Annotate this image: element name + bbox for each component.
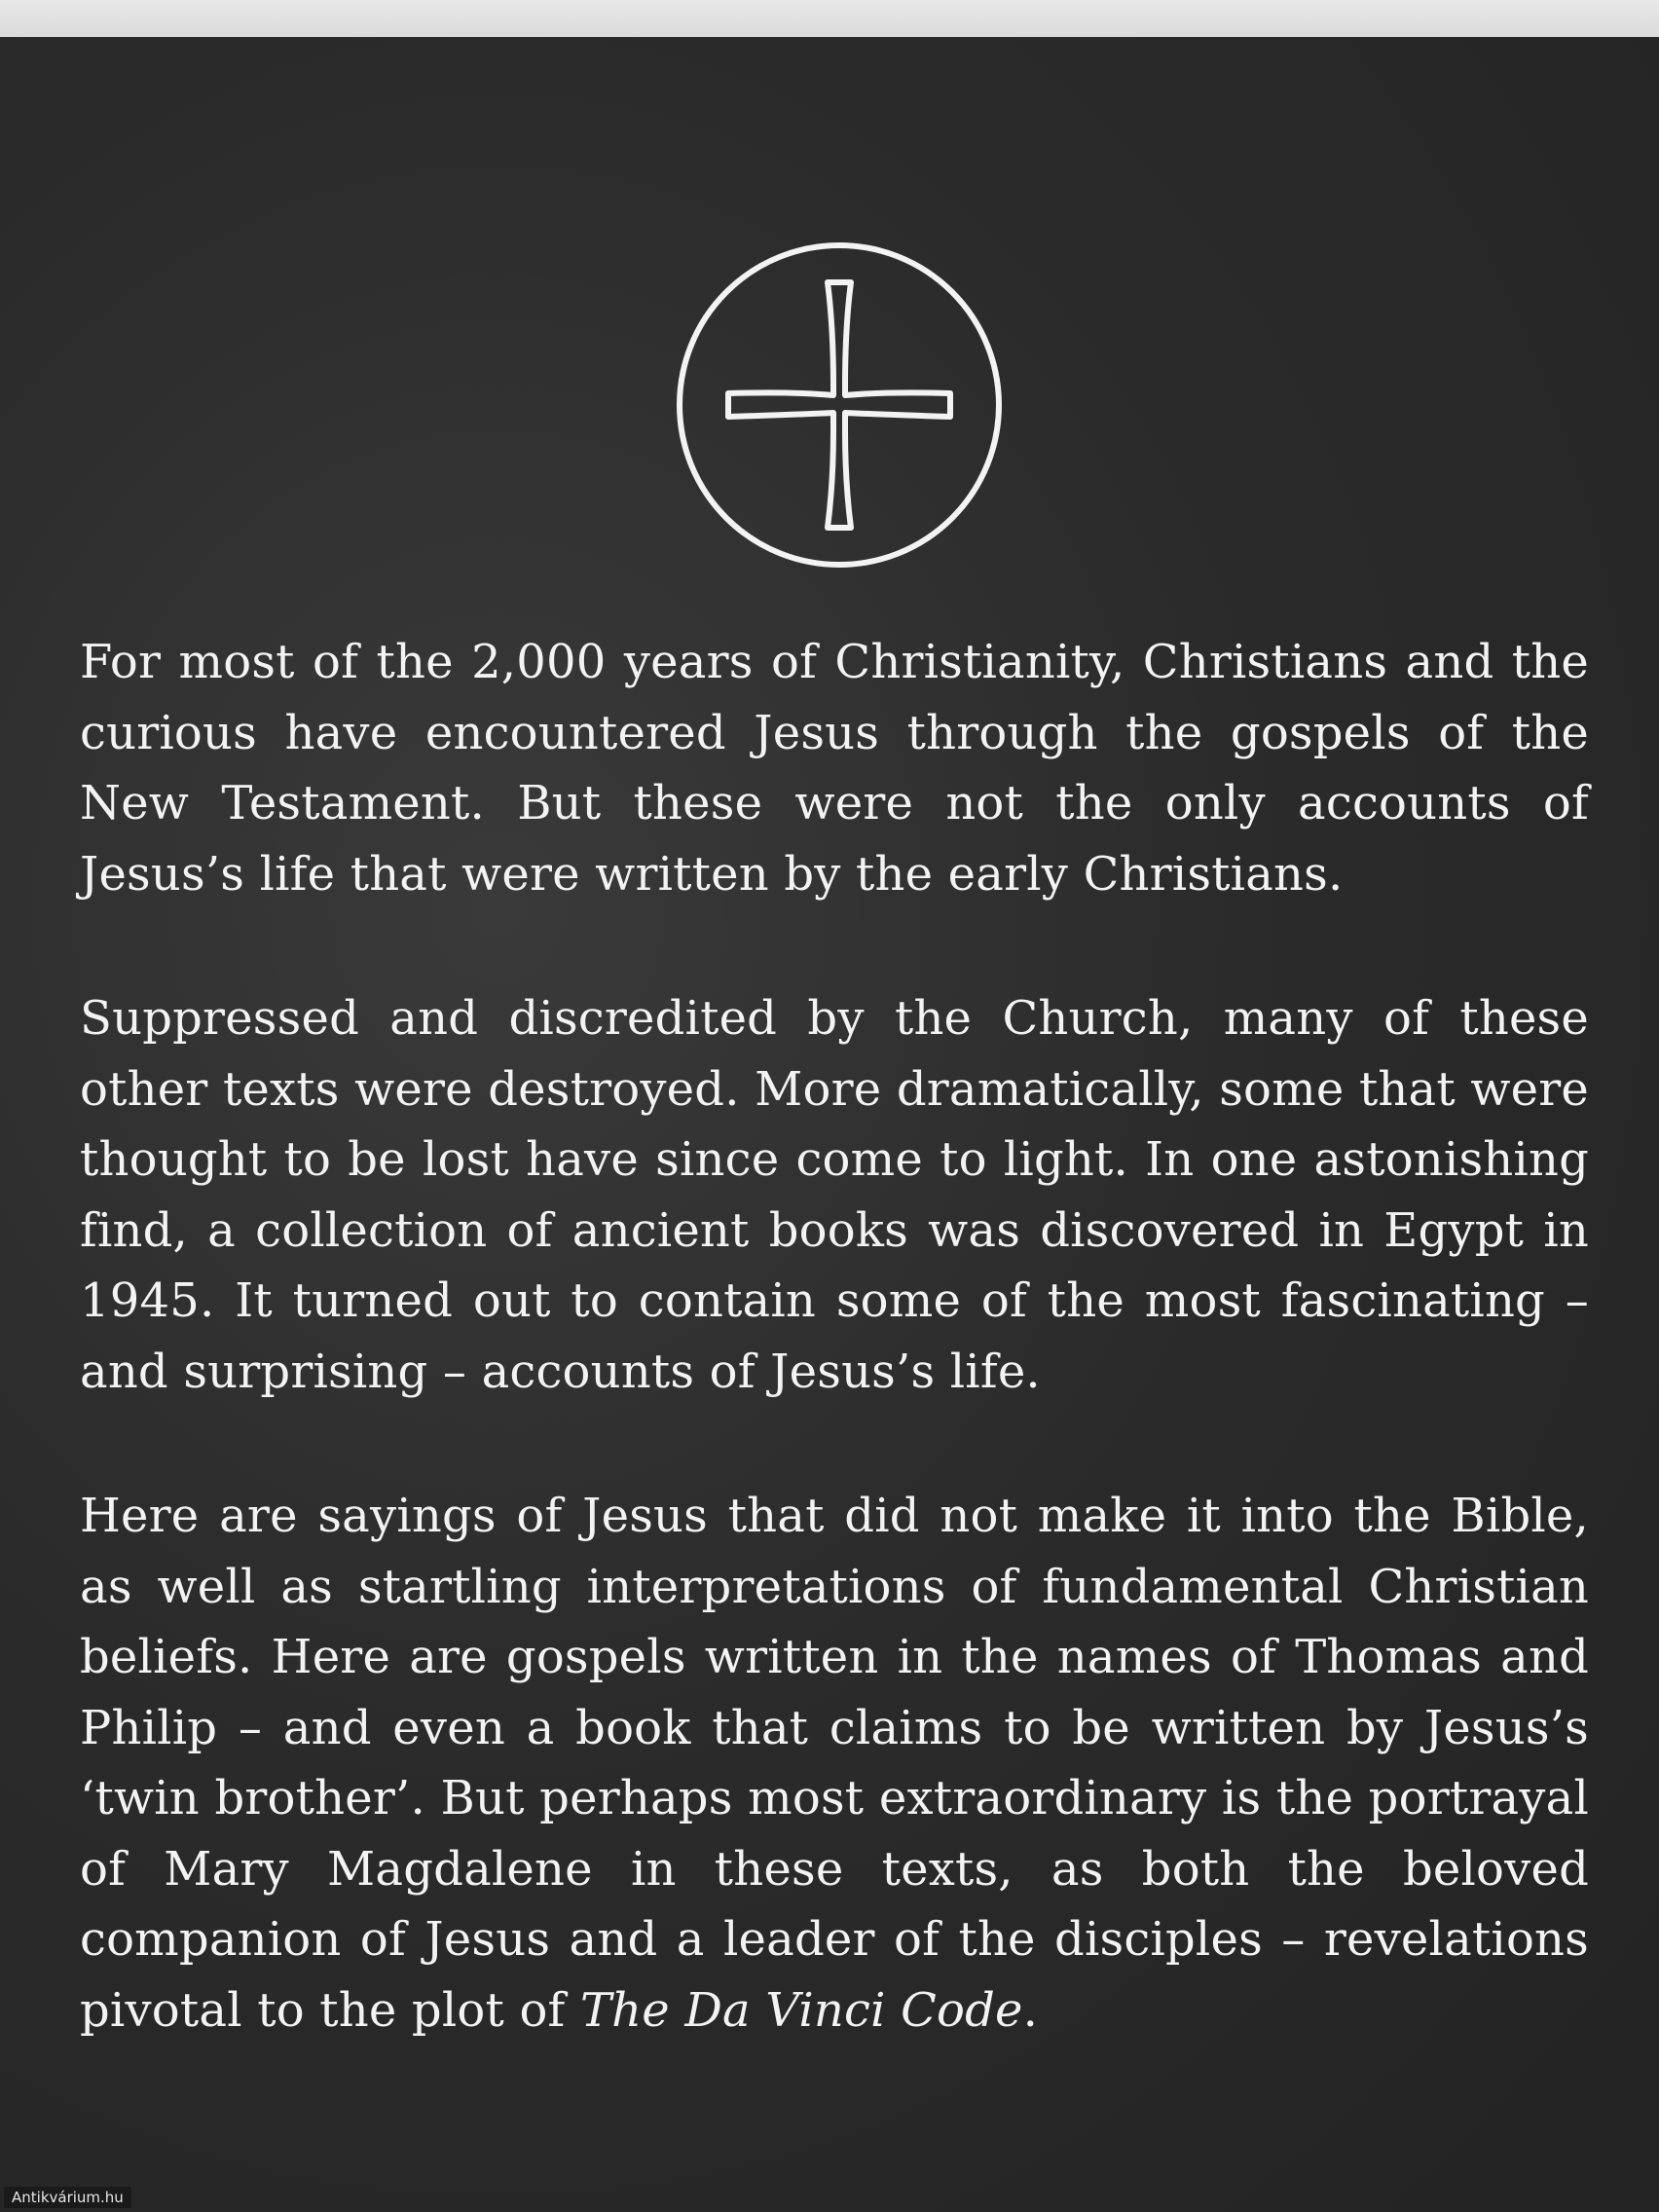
book-title-reference: The Da Vinci Code <box>579 1982 1023 2038</box>
cross-in-circle-icon <box>674 240 1005 571</box>
blurb-paragraph: Suppressed and discredited by the Church, many of these other texts were destroyed. More dramatically, some that were thought to be lost have since come to light. In one astonishing find, a collection of ancient books was discovered in Egypt in 1945. It turned out to contain some of the most fascinating – and surprising – accounts of Jesus’s life. <box>80 991 1589 1399</box>
source-watermark: Antikvárium.hu <box>4 2187 131 2208</box>
blurb-paragraph-text: Here are sayings of Jesus that did not make it into the Bible, as well as startling interpretations of fundamental Christian beliefs. Here are gospels written in the names of Thomas and Philip – and even a book that claims to be written by Jesus’s ‘twin brother’. But perhaps most extraordinary is the portrayal of Mary Magdalene in these texts, as both the beloved companion of Jesus and a leader of the disciples – revelations pivotal to the plot of <box>80 1489 1589 2038</box>
blurb-paragraph: For most of the 2,000 years of Christianity, Christians and the curious have encountered Jesus through the gospels of the New Testament. But these were not the only accounts of Jesus’s life that were written by the early Christians. <box>80 635 1589 902</box>
blurb-paragraph <box>80 1481 1589 2046</box>
page-top-edge <box>0 0 1659 41</box>
blurb-paragraph-end: . <box>1022 1982 1039 2038</box>
book-back-cover <box>0 37 1659 2212</box>
blurb-text <box>80 627 1589 2120</box>
